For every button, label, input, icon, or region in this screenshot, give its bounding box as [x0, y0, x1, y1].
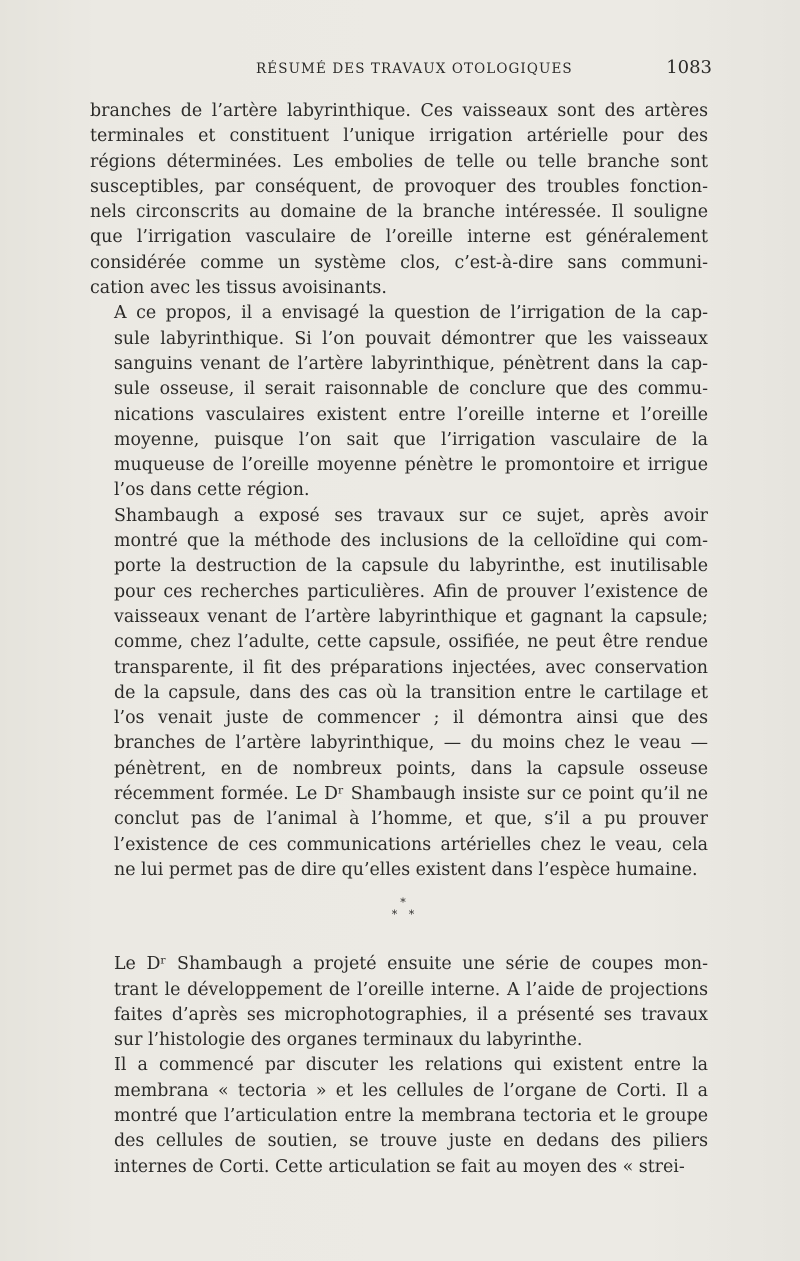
- paragraph: [90, 301, 708, 503]
- text-line: Shambaugh a exposé ses travaux sur ce sujet, après avoir: [114, 505, 708, 526]
- text-line: montré que la méthode des inclusions de la celloïdine qui com-: [114, 531, 708, 552]
- paragraph: [90, 952, 708, 1053]
- text-line: susceptibles, par conséquent, de provoquer des troubles fonction-: [90, 176, 708, 197]
- text-line: nels circonscrits au domaine de la branche intéressée. Il souligne: [90, 202, 708, 223]
- text-line: A ce propos, il a envisagé la question de l’irrigation de la cap-: [114, 303, 708, 324]
- text-line: trant le développement de l’oreille interne. A l’aide de projections: [114, 979, 708, 1000]
- body-text: [90, 99, 708, 1180]
- section-separator: [90, 897, 708, 952]
- paragraph: [90, 504, 708, 883]
- text-line: sanguins venant de l’artère labyrinthique, pénètrent dans la cap-: [114, 353, 708, 374]
- text-line: régions déterminées. Les embolies de telle ou telle branche sont: [90, 151, 708, 172]
- text-line: terminales et constituent l’unique irrigation artérielle pour des: [90, 126, 708, 147]
- text-line: des cellules de soutien, se trouve juste en dedans des piliers: [114, 1131, 708, 1152]
- text-line: de la capsule, dans des cas où la transition entre le cartilage et: [114, 682, 708, 703]
- text-line: faites d’après ses microphotographies, il a présenté ses travaux: [114, 1004, 708, 1025]
- text-line: sur l’histologie des organes terminaux du labyrinthe.: [114, 1030, 583, 1051]
- text-line: branches de l’artère labyrinthique. Ces vaisseaux sont des artères: [90, 101, 708, 121]
- page-header: [90, 57, 712, 83]
- text-line: que l’irrigation vasculaire de l’oreille interne est généralement: [90, 227, 708, 248]
- text-line: récemment formée. Le Dʳ Shambaugh insiste sur ce point qu’il ne: [114, 784, 708, 805]
- separator-stars: * *: [391, 908, 419, 922]
- text-line: internes de Corti. Cette articulation se fait au moyen des « strei-: [114, 1156, 685, 1177]
- text-line: comme, chez l’adulte, cette capsule, ossifiée, ne peut être rendue: [114, 632, 708, 653]
- text-line: pour ces recherches particulières. Afin de prouver l’existence de: [114, 581, 708, 602]
- text-line: muqueuse de l’oreille moyenne pénètre le promontoire et irrigue: [114, 455, 708, 476]
- text-line: vaisseaux venant de l’artère labyrinthique et gagnant la capsule;: [114, 606, 708, 627]
- paragraph: [90, 99, 708, 301]
- text-line: considérée comme un système clos, c’est-à-dire sans communi-: [90, 252, 708, 273]
- text-line: sule osseuse, il serait raisonnable de conclure que des commu-: [114, 379, 708, 400]
- text-line: montré que l’articulation entre la membrana tectoria et le groupe: [114, 1105, 708, 1126]
- text-line: porte la destruction de la capsule du labyrinthe, est inutilisable: [114, 556, 708, 577]
- separator-star: *: [400, 896, 406, 910]
- text-line: Il a commencé par discuter les relations qui existent entre la: [114, 1055, 708, 1076]
- text-line: l’existence de ces communications artérielles chez le veau, cela: [114, 834, 708, 855]
- text-line: conclut pas de l’animal à l’homme, et que, s’il a pu prouver: [114, 809, 708, 830]
- running-title: RÉSUMÉ DES TRAVAUX OTOLOGIQUES: [256, 61, 573, 77]
- page-number: 1083: [666, 57, 712, 78]
- text-line: l’os dans cette région.: [114, 480, 310, 501]
- text-line: membrana « tectoria » et les cellules de l’organe de Corti. Il a: [114, 1080, 708, 1101]
- text-line: cation avec les tissus avoisinants.: [90, 278, 387, 299]
- text-line: Le Dʳ Shambaugh a projeté ensuite une série de coupes mon-: [114, 954, 708, 975]
- text-line: branches de l’artère labyrinthique, — du moins chez le veau —: [114, 733, 708, 754]
- text-line: sule labyrinthique. Si l’on pouvait démontrer que les vaisseaux: [114, 328, 708, 349]
- text-line: pénètrent, en de nombreux points, dans la capsule osseuse: [114, 758, 708, 779]
- text-line: l’os venait juste de commencer ; il démontra ainsi que des: [114, 708, 708, 729]
- text-line: nications vasculaires existent entre l’oreille interne et l’oreille: [114, 404, 708, 425]
- text-line: ne lui permet pas de dire qu’elles existent dans l’espèce humaine.: [114, 859, 698, 880]
- text-line: transparente, il fit des préparations injectées, avec conservation: [114, 657, 708, 678]
- text-line: moyenne, puisque l’on sait que l’irrigation vasculaire de la: [114, 429, 708, 450]
- paragraph: [90, 1053, 708, 1179]
